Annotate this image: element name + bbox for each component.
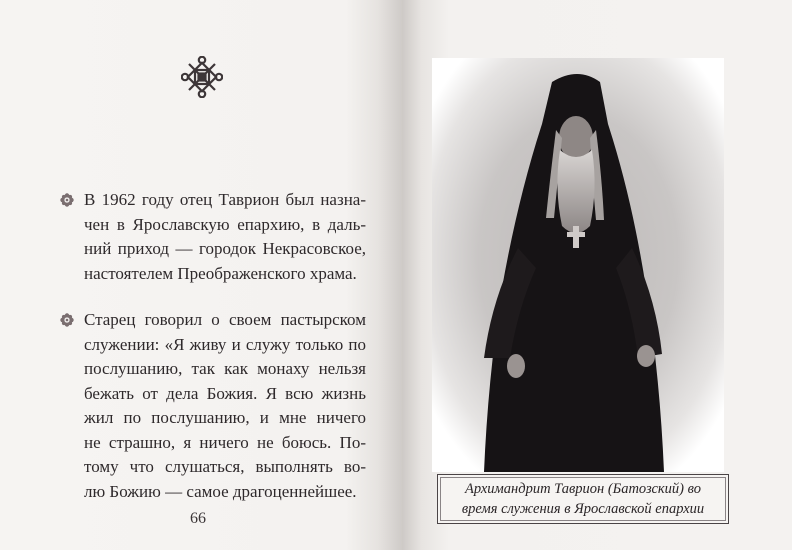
text-line: служении: «Я живу и служу только по (84, 334, 366, 354)
text-line: Старец говорил о своем пастырском (84, 310, 366, 329)
flower-bullet-icon (60, 313, 74, 327)
page-number: 66 (190, 510, 206, 527)
text-line: послушанию, так как монаху нельзя (84, 359, 366, 378)
text-line: ний приход — городок Некрасовское, (84, 239, 366, 258)
caption-line: Архимандрит Таврион (Батозский) во (465, 481, 701, 497)
caption-line: время служения в Ярославской епархии (461, 501, 705, 517)
paragraph-2 (84, 308, 366, 504)
photo-caption (437, 474, 729, 524)
text-line: жил по послушанию, и мне ничего (84, 408, 366, 427)
text-line: лю Божию — самое драгоценнейшее. (84, 481, 357, 501)
text-line: бежать от дела Божия. Я всю жизнь (84, 383, 366, 403)
text-line: не страшно, я ничего не боюсь. По- (84, 432, 366, 452)
knot-ornament-icon (181, 56, 223, 98)
text-line: тому что слушаться, выполнять во- (84, 457, 366, 476)
paragraph-1 (84, 188, 366, 286)
text-line: настоятелем Преображенского храма. (84, 263, 357, 283)
flower-bullet-icon (60, 193, 74, 207)
monk-portrait-photo (432, 58, 724, 472)
text-line: чен в Ярославскую епархию, в даль- (84, 214, 366, 234)
text-line: В 1962 году отец Таврион был назна- (84, 190, 366, 209)
